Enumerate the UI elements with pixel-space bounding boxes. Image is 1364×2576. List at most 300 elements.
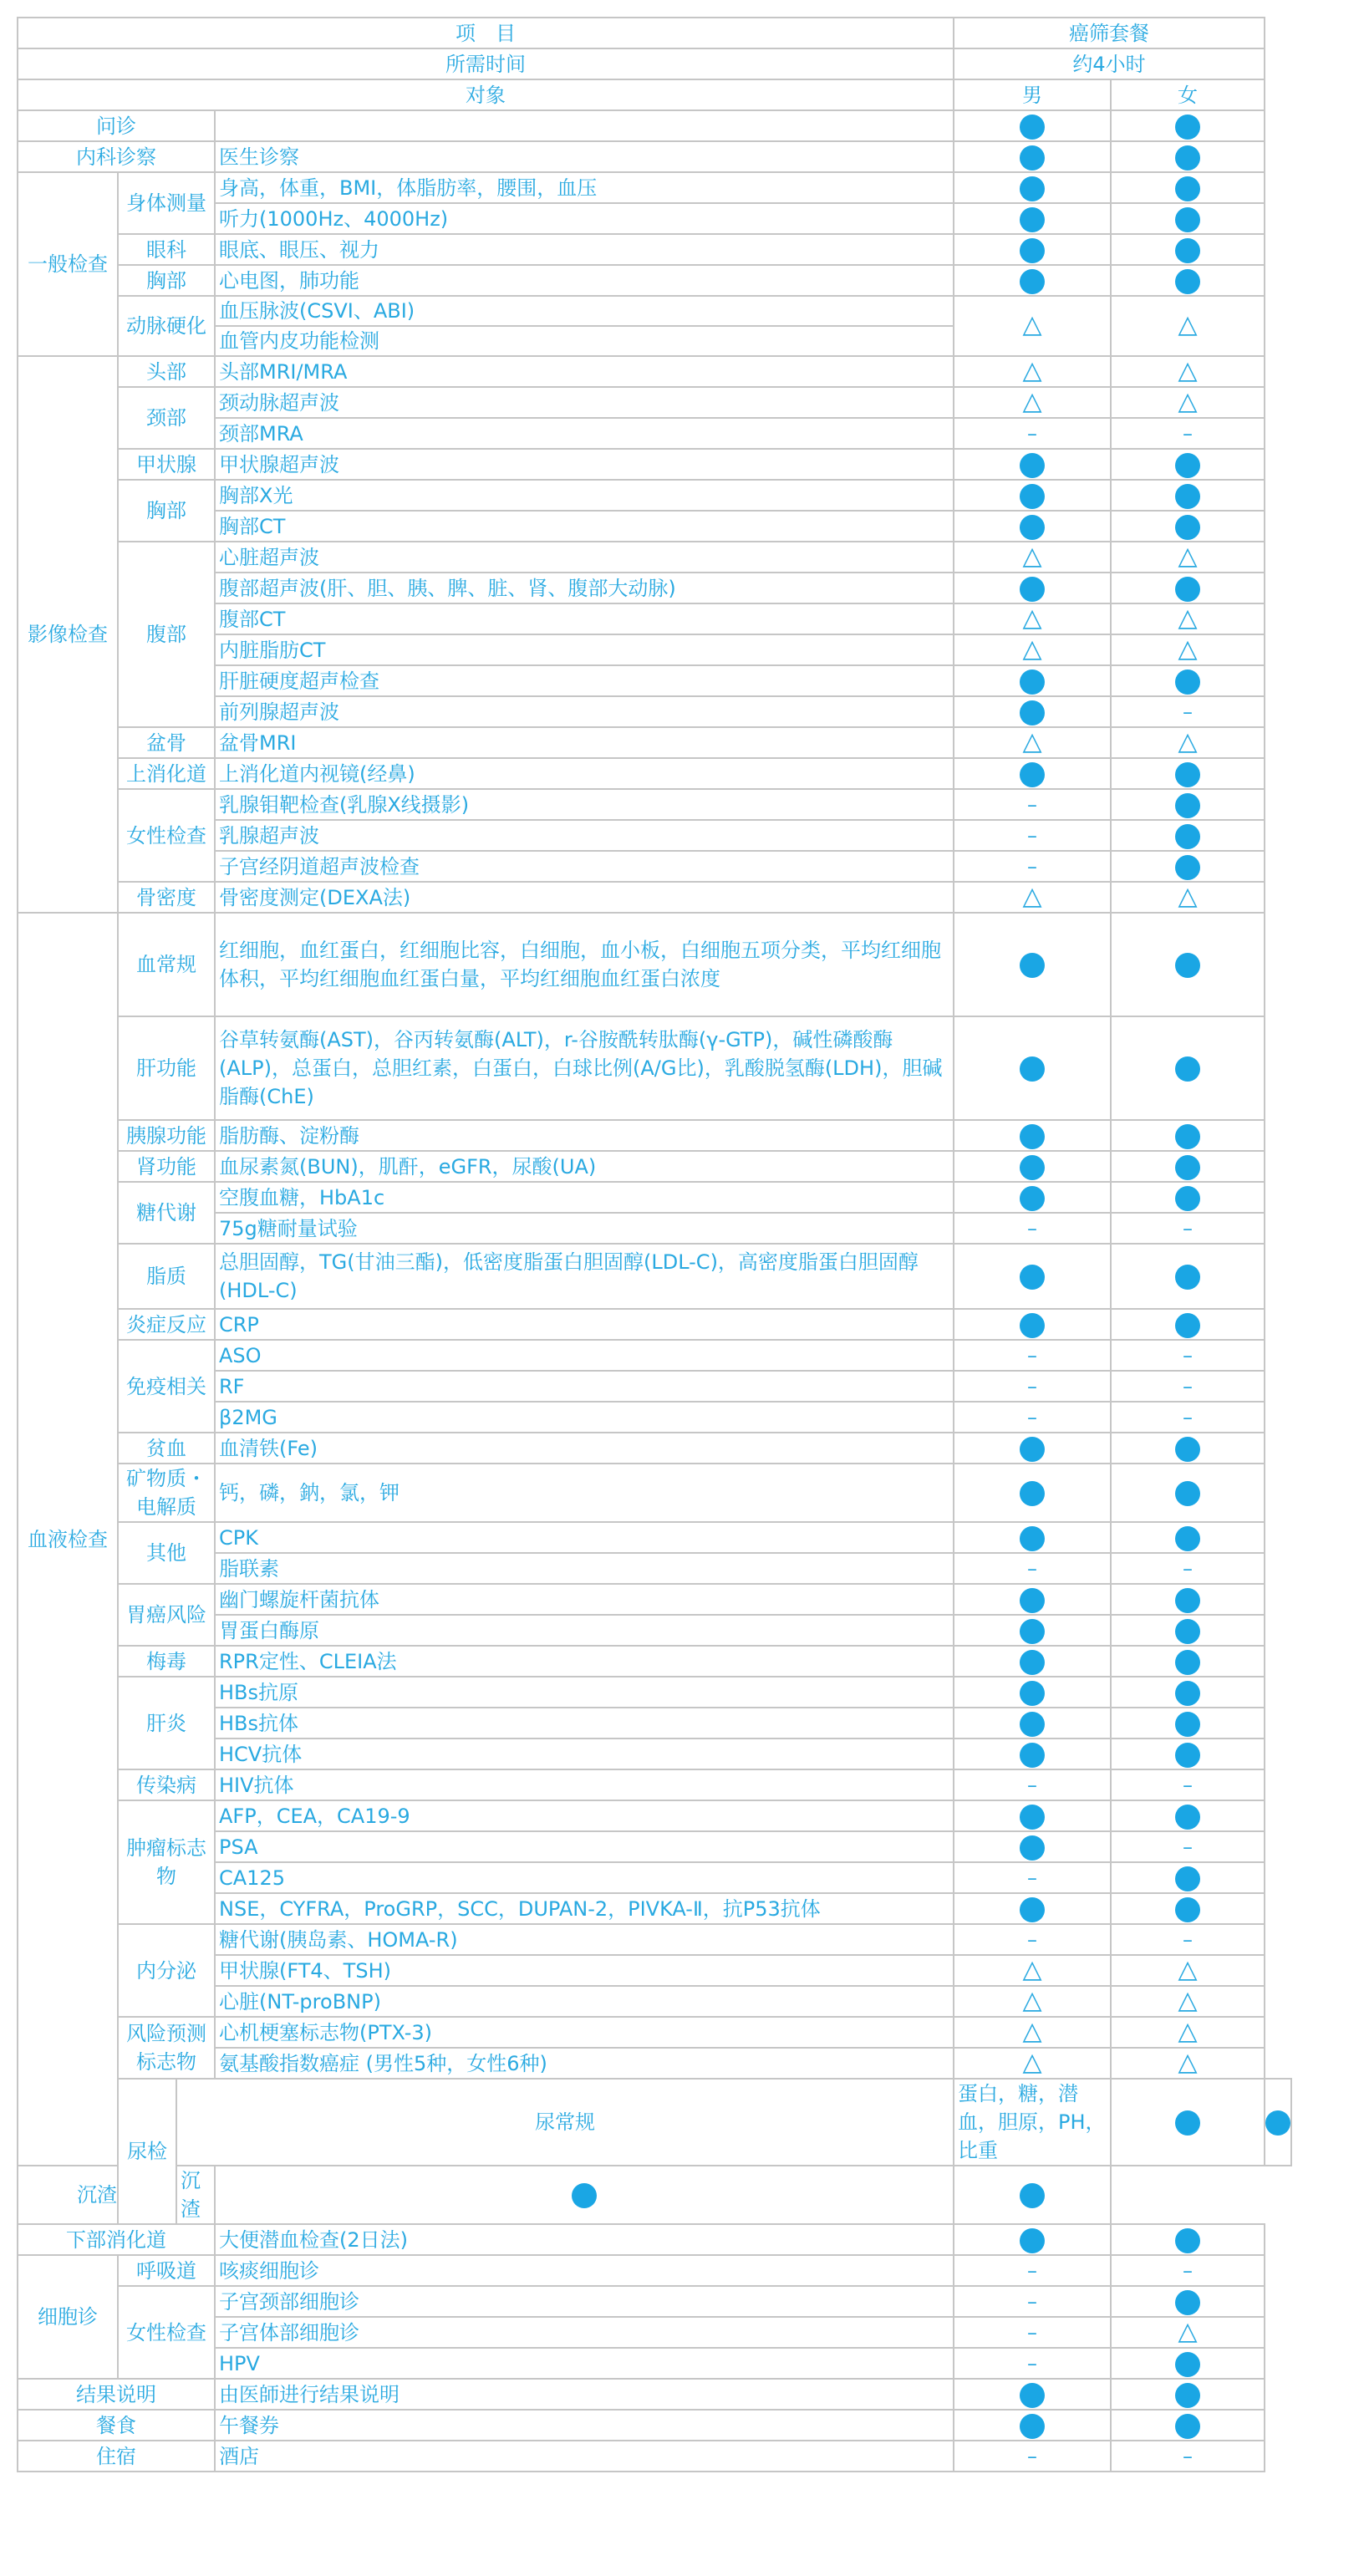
test-name: 颈动脉超声波 [215, 387, 954, 418]
table-row [18, 296, 1291, 326]
subcategory: 腹部 [118, 542, 215, 727]
male-mark [954, 265, 1111, 296]
male-mark [954, 1340, 1111, 1371]
male-mark [954, 1800, 1111, 1831]
male-mark [954, 1677, 1111, 1708]
table-row [18, 480, 1291, 511]
male-mark [954, 387, 1111, 418]
table-row [18, 542, 1291, 573]
triangle-mark-icon: △ [1178, 356, 1198, 385]
female-mark [1111, 1924, 1265, 1955]
package-name: 癌筛套餐 [954, 18, 1265, 48]
test-name: 甲状腺(FT4、TSH) [215, 1955, 954, 1986]
male-mark [954, 758, 1111, 789]
female-mark [1111, 1831, 1265, 1862]
dot-mark-icon [1175, 515, 1200, 540]
subcategory: 呼吸道 [118, 2255, 215, 2286]
table-row [18, 758, 1291, 789]
subcategory: 眼科 [118, 234, 215, 265]
male-mark [954, 1924, 1111, 1955]
male-mark [954, 203, 1111, 234]
test-name: 肝脏硬度超声检查 [215, 665, 954, 696]
subcategory: 胰腺功能 [118, 1120, 215, 1151]
male-mark [954, 2017, 1111, 2048]
dash-mark-icon: – [1027, 854, 1037, 878]
test-name: 颈部MRA [215, 418, 954, 449]
test-name: PSA [215, 1831, 954, 1862]
dot-mark-icon [1175, 115, 1200, 140]
table-row [18, 1182, 1291, 1213]
test-name: 脂肪酶、淀粉酶 [215, 1120, 954, 1151]
table-row [18, 2166, 1291, 2224]
female-mark [1111, 1522, 1265, 1553]
male-mark [954, 2317, 1111, 2348]
male-mark [954, 1862, 1111, 1893]
dot-mark-icon [1020, 269, 1045, 294]
subcategory: 肿瘤标志物 [118, 1800, 215, 1924]
triangle-mark-icon: △ [1178, 1986, 1198, 2015]
female-mark [1111, 2048, 1265, 2079]
table-row [18, 356, 1291, 387]
table-row [18, 1340, 1291, 1371]
subcategory: 女性检查 [118, 2286, 215, 2379]
female-mark [954, 2166, 1111, 2224]
table-row [18, 1309, 1291, 1340]
female-mark [1111, 2286, 1265, 2317]
dot-mark-icon [1020, 453, 1045, 478]
male-mark [954, 1371, 1111, 1402]
male-mark [954, 2286, 1111, 2317]
test-name: 空腹血糖，HbA1c [215, 1182, 954, 1213]
test-name: 幽门螺旋杆菌抗体 [215, 1584, 954, 1615]
subcategory: 肝功能 [118, 1016, 215, 1120]
test-name: RPR定性、CLEIA法 [215, 1646, 954, 1677]
table-row [18, 1016, 1291, 1120]
dash-mark-icon: – [1027, 823, 1037, 848]
female-mark [1111, 1893, 1265, 1924]
male-mark [954, 1986, 1111, 2017]
subcategory: 免疫相关 [118, 1340, 215, 1433]
triangle-mark-icon: △ [1022, 387, 1042, 416]
male-mark [954, 542, 1111, 573]
female-mark [1111, 296, 1265, 356]
female-mark [1111, 1800, 1265, 1831]
male-mark [954, 2410, 1111, 2441]
female-mark [1111, 1402, 1265, 1433]
test-name: RF [215, 1371, 954, 1402]
male-mark [954, 1182, 1111, 1213]
dot-mark-icon [1020, 515, 1045, 540]
female-mark [1111, 789, 1265, 820]
triangle-mark-icon: △ [1022, 542, 1042, 571]
dash-mark-icon: – [1183, 1556, 1193, 1581]
dash-mark-icon: – [1183, 2444, 1193, 2468]
table-row [18, 789, 1291, 820]
header-row-target [18, 79, 1291, 110]
female-mark [1111, 511, 1265, 542]
dash-mark-icon: – [1027, 1866, 1037, 1890]
female-mark [1111, 141, 1265, 172]
dash-mark-icon: – [1183, 1927, 1193, 1952]
table-row [18, 1464, 1291, 1522]
triangle-mark-icon: △ [1178, 387, 1198, 416]
male-mark [954, 1402, 1111, 1433]
test-name: 心脏(NT-proBNP) [215, 1986, 954, 2017]
test-name: β2MG [215, 1402, 954, 1433]
test-name: CRP [215, 1309, 954, 1340]
female-mark [1265, 2079, 1291, 2166]
test-name: 内脏脂肪CT [215, 634, 954, 665]
subcategory: 矿物质・电解质 [118, 1464, 215, 1522]
male-mark [954, 1309, 1111, 1340]
dash-mark-icon: – [1027, 2320, 1037, 2344]
female-mark [1111, 1615, 1265, 1646]
male-header: 男 [954, 79, 1111, 110]
male-mark [954, 1016, 1111, 1120]
female-mark [1111, 1464, 1265, 1522]
female-mark [1111, 1433, 1265, 1464]
male-mark [954, 1522, 1111, 1553]
male-mark [954, 1708, 1111, 1739]
time-value: 约4小时 [954, 48, 1265, 79]
dot-mark-icon [1020, 577, 1045, 602]
female-mark [1111, 1769, 1265, 1800]
time-label: 所需时间 [18, 48, 954, 79]
male-mark [954, 1213, 1111, 1244]
test-name: 乳腺超声波 [215, 820, 954, 851]
dash-mark-icon: – [1027, 1374, 1037, 1398]
female-mark [1111, 110, 1265, 141]
dot-mark-icon [1175, 953, 1200, 978]
female-mark [1111, 203, 1265, 234]
test-name: 子宫经阴道超声波检查 [215, 851, 954, 882]
dot-mark-icon [1175, 762, 1200, 787]
male-mark [954, 1120, 1111, 1151]
table-row [18, 2017, 1291, 2048]
category-cytology: 细胞诊 [18, 2255, 118, 2379]
category-urine: 尿检 [118, 2079, 176, 2224]
test-name: 前列腺超声波 [215, 696, 954, 727]
male-mark [954, 296, 1111, 356]
female-mark [1111, 2348, 1265, 2379]
subcategory: 糖代谢 [118, 1182, 215, 1244]
triangle-mark-icon: △ [1022, 603, 1042, 633]
male-mark [954, 603, 1111, 634]
subcategory: 女性检查 [118, 789, 215, 882]
female-mark [1111, 1309, 1265, 1340]
dash-mark-icon: – [1027, 1773, 1037, 1797]
dot-mark-icon [1175, 2110, 1200, 2136]
test-name: 子宫体部细胞诊 [215, 2317, 954, 2348]
dot-mark-icon [1020, 1619, 1045, 1644]
female-mark [1111, 634, 1265, 665]
triangle-mark-icon: △ [1022, 1986, 1042, 2015]
dot-mark-icon [1020, 1835, 1045, 1861]
dot-mark-icon [1020, 1186, 1045, 1211]
male-mark [954, 418, 1111, 449]
subcategory: 其他 [118, 1522, 215, 1584]
dot-mark-icon [1175, 577, 1200, 602]
test-name: 总胆固醇，TG(甘油三酯)，低密度脂蛋白胆固醇(LDL-C)，高密度脂蛋白胆固醇(HDL-C) [215, 1244, 954, 1309]
female-mark [1111, 1553, 1265, 1584]
test-name: HPV [215, 2348, 954, 2379]
checkup-table [17, 17, 1292, 2472]
male-mark [954, 1433, 1111, 1464]
dash-mark-icon: – [1183, 1405, 1193, 1429]
dot-mark-icon [1020, 2383, 1045, 2408]
dot-mark-icon [1020, 1056, 1045, 1082]
dot-mark-icon [1175, 824, 1200, 849]
female-mark [1111, 913, 1265, 1016]
female-mark [1111, 172, 1265, 203]
test-name: 血尿素氮(BUN)，肌酐，eGFR，尿酸(UA) [215, 1151, 954, 1182]
item-name: 下部消化道 [18, 2224, 215, 2255]
female-mark [1111, 758, 1265, 789]
male-mark [954, 1893, 1111, 1924]
dot-mark-icon [1175, 1186, 1200, 1211]
dot-mark-icon [1020, 115, 1045, 140]
dot-mark-icon [1175, 1743, 1200, 1768]
female-mark [1111, 1739, 1265, 1769]
dot-mark-icon [1175, 207, 1200, 232]
table-row [18, 2410, 1291, 2441]
female-mark [1111, 480, 1265, 511]
test-name: NSE，CYFRA，ProGRP，SCC，DUPAN-2，PIVKA-Ⅱ，抗P53抗体 [215, 1893, 954, 1924]
test-name: 红细胞，血红蛋白，红细胞比容，白细胞，血小板，白细胞五项分类，平均红细胞体积，平均红细胞血红蛋白量，平均红细胞血红蛋白浓度 [215, 913, 954, 1016]
table-row [18, 2224, 1291, 2255]
table-row [18, 2079, 1291, 2166]
test-name: 盆骨MRI [215, 727, 954, 758]
test-name: 氨基酸指数癌症 (男性5种，女性6种) [215, 2048, 954, 2079]
category-blood: 血液检查 [18, 913, 118, 2166]
subcategory: 传染病 [118, 1769, 215, 1800]
subcategory: 头部 [118, 356, 215, 387]
male-mark [954, 1831, 1111, 1862]
dot-mark-icon [1175, 1437, 1200, 1462]
female-mark [1111, 1016, 1265, 1120]
item-name: 内科诊察 [18, 141, 215, 172]
dot-mark-icon [1020, 2183, 1045, 2208]
female-mark [1111, 727, 1265, 758]
male-mark [954, 2224, 1111, 2255]
table-row [18, 913, 1291, 1016]
male-mark [954, 1615, 1111, 1646]
male-mark [954, 1244, 1111, 1309]
category-general: 一般检查 [18, 172, 118, 356]
triangle-mark-icon: △ [1178, 1955, 1198, 1984]
male-mark [954, 2441, 1111, 2472]
item-name: 结果说明 [18, 2379, 215, 2410]
female-mark [1111, 542, 1265, 573]
dot-mark-icon [1020, 1313, 1045, 1338]
dot-mark-icon [1020, 1712, 1045, 1737]
table-row [18, 1522, 1291, 1553]
dot-mark-icon [1020, 176, 1045, 201]
dash-mark-icon: – [1027, 1556, 1037, 1581]
test-name: 沉渣 [176, 2166, 215, 2224]
female-mark [1111, 1862, 1265, 1893]
triangle-mark-icon: △ [1022, 727, 1042, 756]
dot-mark-icon [1020, 1526, 1045, 1551]
header-row-item [18, 18, 1291, 48]
dash-mark-icon: – [1183, 421, 1193, 445]
male-mark [954, 2348, 1111, 2379]
test-name: 谷草转氨酶(AST)，谷丙转氨酶(ALT)，r-谷胺酰转肽酶(γ-GTP)，碱性磷酸酶(ALP)，总蛋白，总胆红素，白蛋白，白球比例(A/G比)，乳酸脱氢酶(LDH)，胆碱脂酶(ChE) [215, 1016, 954, 1120]
test-name: 咳痰细胞诊 [215, 2255, 954, 2286]
subcategory: 脂质 [118, 1244, 215, 1309]
subcategory: 胸部 [118, 480, 215, 542]
dot-mark-icon [1175, 1526, 1200, 1551]
subcategory: 胸部 [118, 265, 215, 296]
table-row [18, 1584, 1291, 1615]
dash-mark-icon: – [1183, 1835, 1193, 1859]
dot-mark-icon [1175, 1805, 1200, 1830]
female-mark [1111, 1244, 1265, 1309]
table-row [18, 1677, 1291, 1708]
female-mark [1111, 234, 1265, 265]
test-name: 血压脉波(CSVI、ABI) [215, 296, 954, 326]
dot-mark-icon [1175, 1619, 1200, 1644]
dot-mark-icon [1175, 855, 1200, 880]
triangle-mark-icon: △ [1178, 882, 1198, 911]
male-mark [954, 110, 1111, 141]
dot-mark-icon [1020, 762, 1045, 787]
test-name: 蛋白，糖，潜血，胆原，PH，比重 [954, 2079, 1111, 2166]
female-mark [1111, 2379, 1265, 2410]
dot-mark-icon [1020, 700, 1045, 725]
test-name: HIV抗体 [215, 1769, 954, 1800]
dash-mark-icon: – [1027, 2351, 1037, 2375]
table-row [18, 1800, 1291, 1831]
test-name: ASO [215, 1340, 954, 1371]
female-mark [1111, 1646, 1265, 1677]
test-name: 腹部CT [215, 603, 954, 634]
test-name: 子宫颈部细胞诊 [215, 2286, 954, 2317]
female-mark [1111, 1708, 1265, 1739]
female-mark [1111, 1955, 1265, 1986]
female-header: 女 [1111, 79, 1265, 110]
triangle-mark-icon: △ [1022, 1955, 1042, 1984]
female-mark [1111, 418, 1265, 449]
test-name: 胃蛋白酶原 [215, 1615, 954, 1646]
male-mark [954, 789, 1111, 820]
table-row [18, 141, 1291, 172]
female-mark [1111, 1986, 1265, 2017]
male-mark [954, 913, 1111, 1016]
subcategory: 盆骨 [118, 727, 215, 758]
test-name: CPK [215, 1522, 954, 1553]
table-row [18, 1120, 1291, 1151]
dot-mark-icon [1175, 453, 1200, 478]
dot-mark-icon [1020, 1681, 1045, 1706]
test-name: CA125 [215, 1862, 954, 1893]
header-row-time [18, 48, 1291, 79]
subcategory: 内分泌 [118, 1924, 215, 2017]
dot-mark-icon [1175, 176, 1200, 201]
female-mark [1111, 1340, 1265, 1371]
table-row [18, 1433, 1291, 1464]
dot-mark-icon [1020, 669, 1045, 695]
subcategory: 颈部 [118, 387, 215, 449]
dot-mark-icon [1175, 1681, 1200, 1706]
test-name: 糖代谢(胰岛素、HOMA-R) [215, 1924, 954, 1955]
dash-mark-icon: – [1027, 2444, 1037, 2468]
dot-mark-icon [1175, 793, 1200, 818]
male-mark [954, 480, 1111, 511]
dot-mark-icon [1175, 1588, 1200, 1613]
male-mark [954, 1151, 1111, 1182]
subcategory: 血常规 [118, 913, 215, 1016]
dot-mark-icon [1020, 1897, 1045, 1922]
dash-mark-icon: – [1183, 1773, 1193, 1797]
dot-mark-icon [1175, 2290, 1200, 2315]
target-label: 对象 [18, 79, 954, 110]
test-name: 眼底、眼压、视力 [215, 234, 954, 265]
item-detail: 由医師进行结果说明 [215, 2379, 954, 2410]
male-mark [954, 234, 1111, 265]
item-name: 餐食 [18, 2410, 215, 2441]
table-row [18, 1646, 1291, 1677]
subcategory: 胃癌风险 [118, 1584, 215, 1646]
dash-mark-icon: – [1027, 1343, 1037, 1367]
test-name: 头部MRI/MRA [215, 356, 954, 387]
item-header: 项 目 [18, 18, 954, 48]
dot-mark-icon [1175, 669, 1200, 695]
dash-mark-icon: – [1183, 1216, 1193, 1240]
dot-mark-icon [1020, 2228, 1045, 2253]
test-name: 心脏超声波 [215, 542, 954, 573]
test-name: 骨密度测定(DEXA法) [215, 882, 954, 913]
test-name: 乳腺钼靶检查(乳腺X线摄影) [215, 789, 954, 820]
male-mark [954, 2048, 1111, 2079]
female-mark [1111, 882, 1265, 913]
test-name: 心电图，肺功能 [215, 265, 954, 296]
dot-mark-icon [1175, 2383, 1200, 2408]
dot-mark-icon [1020, 1265, 1045, 1290]
category-imaging: 影像检查 [18, 356, 118, 913]
male-mark [954, 356, 1111, 387]
male-mark [215, 2166, 954, 2224]
female-mark [1111, 851, 1265, 882]
table-container [17, 17, 1292, 2472]
triangle-mark-icon: △ [1022, 310, 1042, 339]
dot-mark-icon [1175, 1313, 1200, 1338]
male-mark [954, 727, 1111, 758]
dash-mark-icon: – [1183, 1374, 1193, 1398]
dot-mark-icon [1020, 1588, 1045, 1613]
triangle-mark-icon: △ [1022, 882, 1042, 911]
dash-mark-icon: – [1183, 1343, 1193, 1367]
dot-mark-icon [1175, 2352, 1200, 2377]
male-mark [954, 1553, 1111, 1584]
male-mark [954, 665, 1111, 696]
female-mark [1111, 387, 1265, 418]
table-row [18, 2255, 1291, 2286]
dot-mark-icon [1175, 1866, 1200, 1891]
dot-mark-icon [1175, 269, 1200, 294]
item-detail: 大便潜血检查(2日法) [215, 2224, 954, 2255]
male-mark [954, 1464, 1111, 1522]
dot-mark-icon [1175, 484, 1200, 509]
subcategory: 骨密度 [118, 882, 215, 913]
dot-mark-icon [1175, 238, 1200, 263]
triangle-mark-icon: △ [1178, 2048, 1198, 2077]
triangle-mark-icon: △ [1178, 603, 1198, 633]
male-mark [954, 172, 1111, 203]
female-mark [1111, 573, 1265, 603]
subcategory: 贫血 [118, 1433, 215, 1464]
test-name: 身高，体重，BMI，体脂肪率，腰围，血压 [215, 172, 954, 203]
